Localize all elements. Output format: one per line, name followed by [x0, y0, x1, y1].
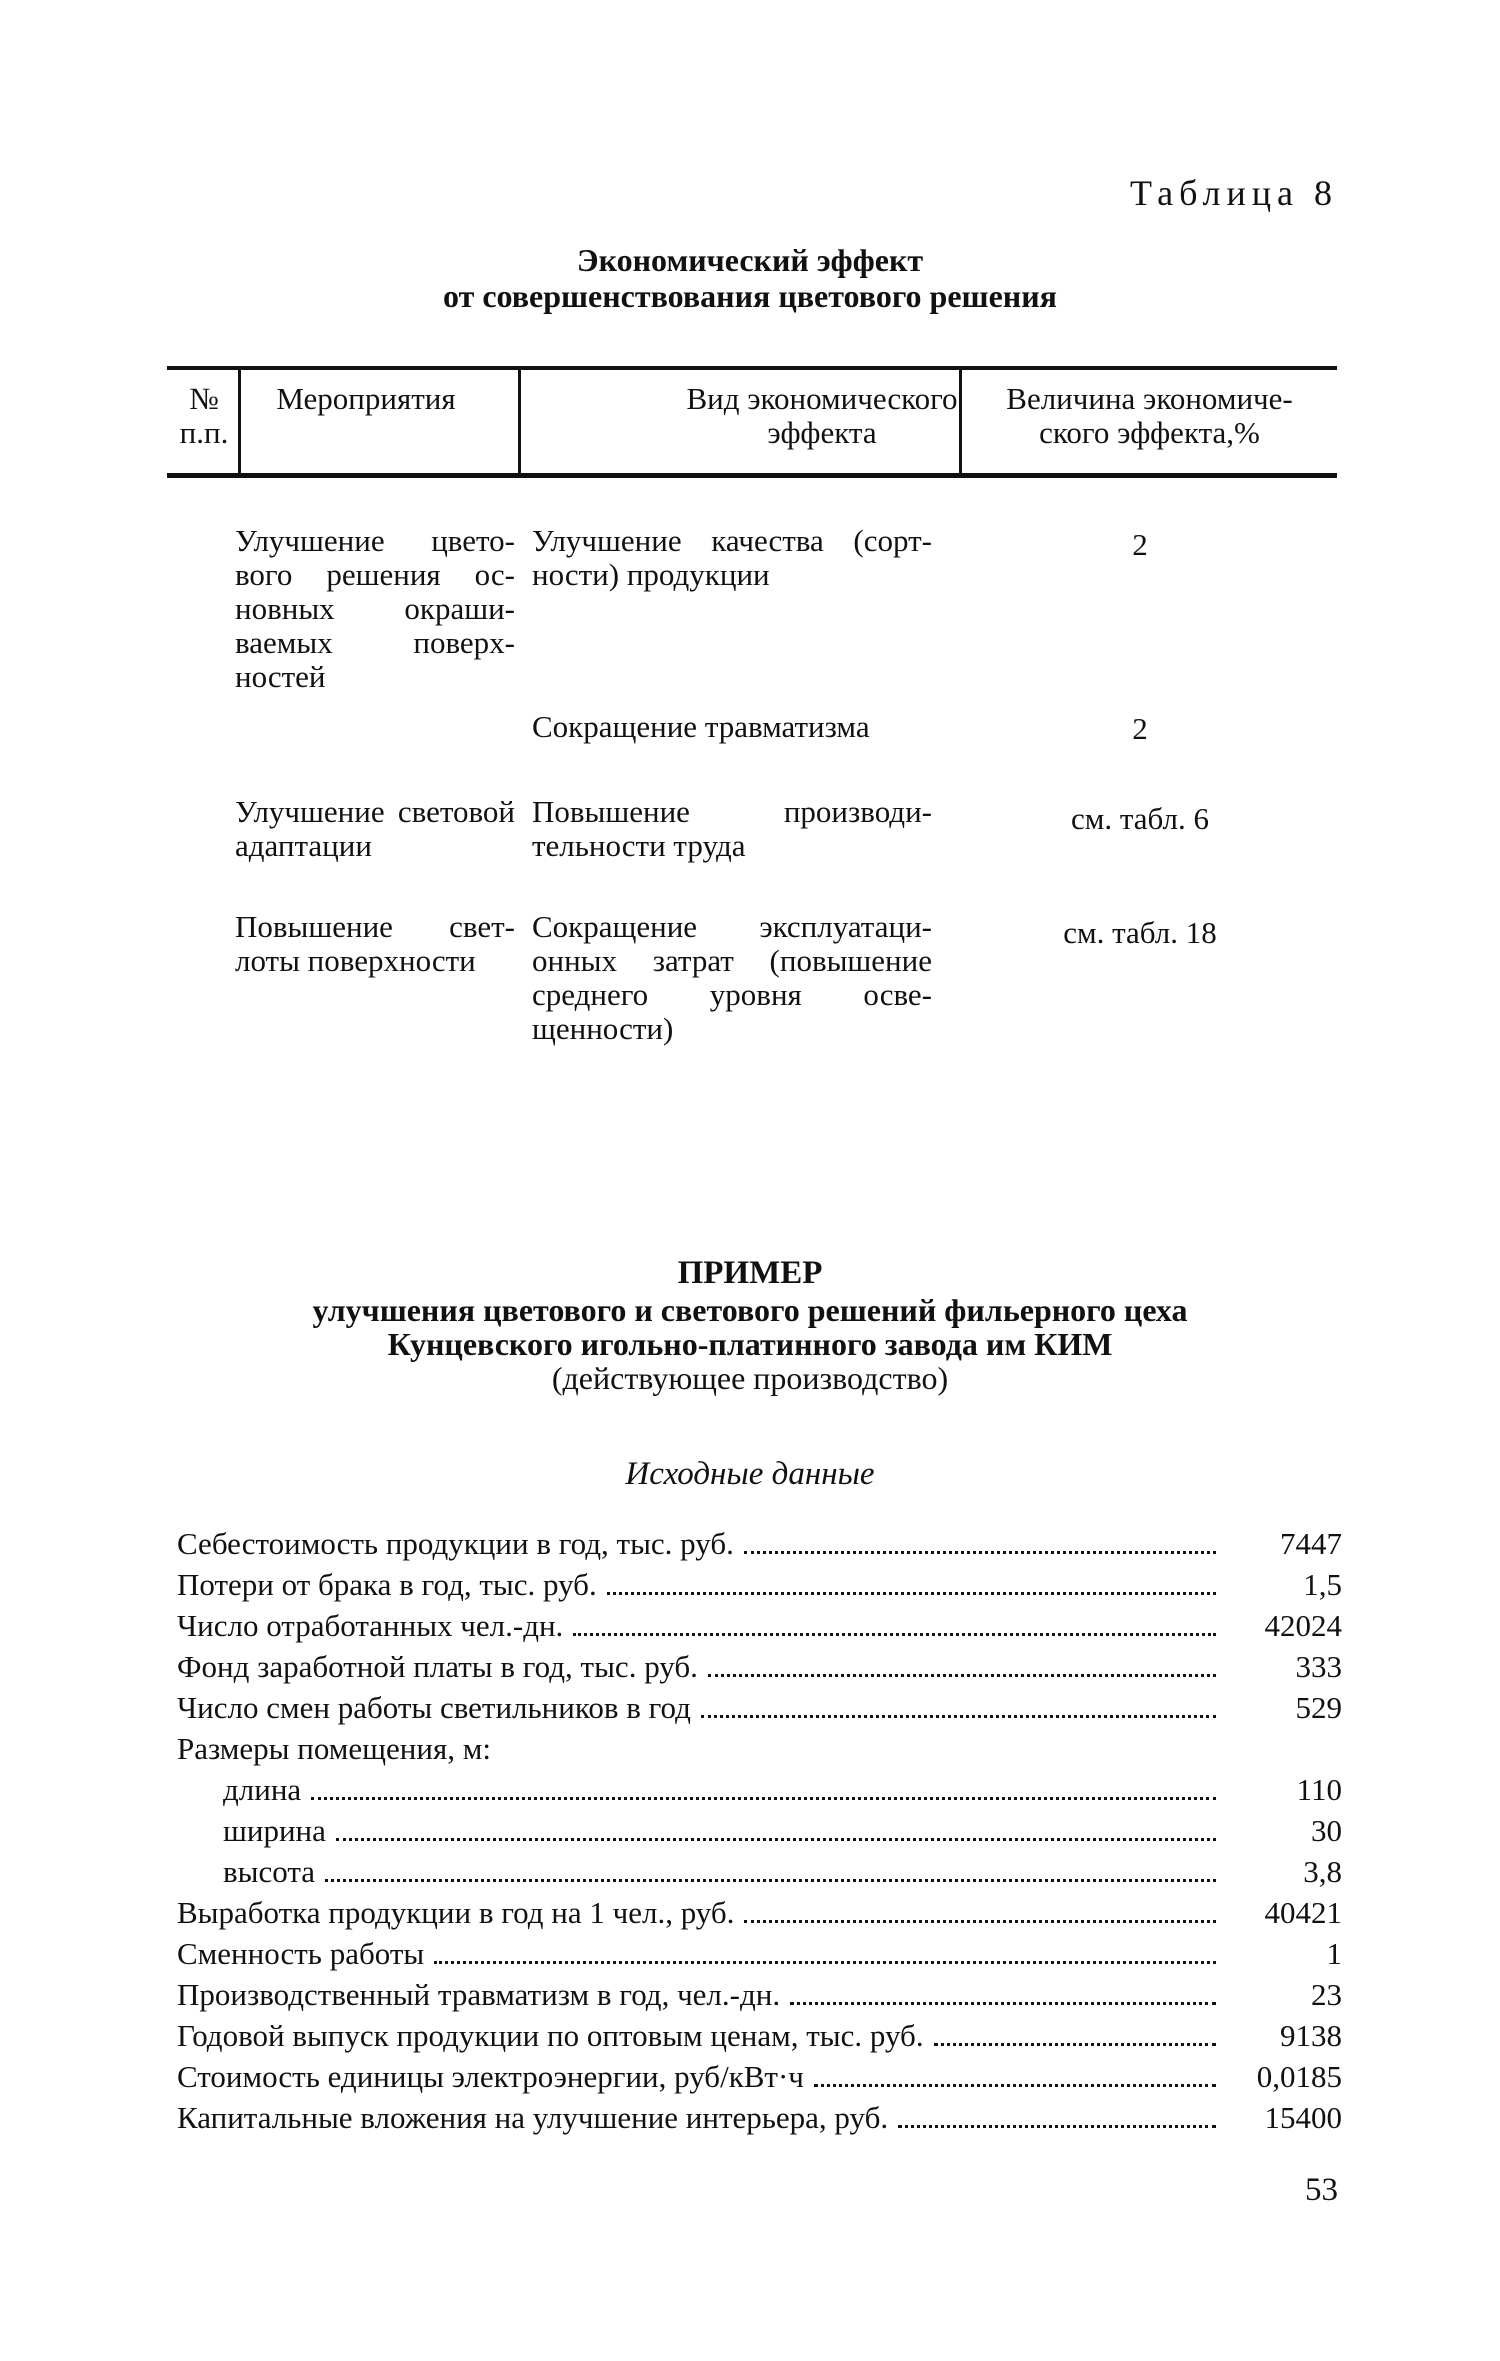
- example-subtitle-line1: улучшения цветового и светового решений фильерного цеха: [312, 1292, 1188, 1328]
- table-header: [167, 366, 1337, 478]
- data-row: Фонд заработной платы в год, тыс. руб. 333: [177, 1649, 1342, 1684]
- table-label: Таблица 8: [1130, 173, 1338, 213]
- table-cell-effect: Сокращение эксплуатационных затрат (повышение среднего уровня освещенности): [532, 909, 932, 1046]
- data-row: длина 110: [223, 1772, 1342, 1807]
- page-number: 53: [1305, 2172, 1338, 2208]
- data-row: Капитальные вложения на улучшение интерьера, руб. 15400: [177, 2100, 1342, 2135]
- example-subtitle-line2: Кунцевского игольно-платинного завода им КИМ: [387, 1326, 1113, 1362]
- data-row: Годовой выпуск продукции по оптовым ценам, тыс. руб. 9138: [177, 2018, 1342, 2053]
- data-row: Число отработанных чел.-дн. 42024: [177, 1608, 1342, 1643]
- example-title: ПРИМЕР: [677, 1255, 823, 1291]
- table-title: Экономический эффект: [576, 242, 924, 278]
- table-cell-measure: Повышение светлоты поверхности: [235, 909, 515, 978]
- data-row: Выработка продукции в год на 1 чел., руб. 40421: [177, 1895, 1342, 1930]
- header-effect-value: Величина экономиче- ского эффекта,%: [1006, 381, 1293, 450]
- table-cell-value: 2: [1132, 527, 1148, 562]
- data-row: Стоимость единицы электроэнергии, руб/кВт·ч 0,0185: [177, 2059, 1342, 2094]
- table-cell-effect: Повышение производительности труда: [532, 794, 932, 863]
- data-row: Себестоимость продукции в год, тыс. руб. 7447: [177, 1526, 1342, 1561]
- data-group-heading: Размеры помещения, м:: [177, 1731, 491, 1766]
- data-row: Производственный травматизм в год, чел.-дн. 23: [177, 1977, 1342, 2012]
- data-row: Сменность работы 1: [177, 1936, 1342, 1971]
- table-cell-effect: Улучшение качества (сортности) продукции: [532, 523, 932, 592]
- header-measures: Мероприятия: [276, 381, 456, 416]
- header-number: № п.п.: [179, 381, 229, 450]
- data-row: Число смен работы светильников в год 529: [177, 1690, 1342, 1725]
- header-effect-type: Вид экономического эффекта: [686, 381, 958, 450]
- table-cell-value: 2: [1132, 711, 1148, 746]
- example-subtitle-line3: (действующее производство): [551, 1360, 949, 1396]
- table-cell-effect: Сокращение травматизма: [532, 709, 870, 744]
- data-row: Потери от брака в год, тыс. руб. 1,5: [177, 1567, 1342, 1602]
- data-row: высота 3,8: [223, 1854, 1342, 1889]
- data-row: ширина 30: [223, 1813, 1342, 1848]
- section-heading: Исходные данные: [625, 1456, 875, 1492]
- table-cell-measure: Улучшение цветового решения основных окрашиваемых поверхностей: [235, 523, 515, 694]
- table-cell-value: см. табл. 6: [1070, 801, 1210, 836]
- table-subtitle: от совершенствования цветового решения: [443, 278, 1057, 314]
- table-cell-value: см. табл. 18: [1063, 915, 1217, 950]
- table-cell-measure: Улучшение световой адаптации: [235, 794, 515, 863]
